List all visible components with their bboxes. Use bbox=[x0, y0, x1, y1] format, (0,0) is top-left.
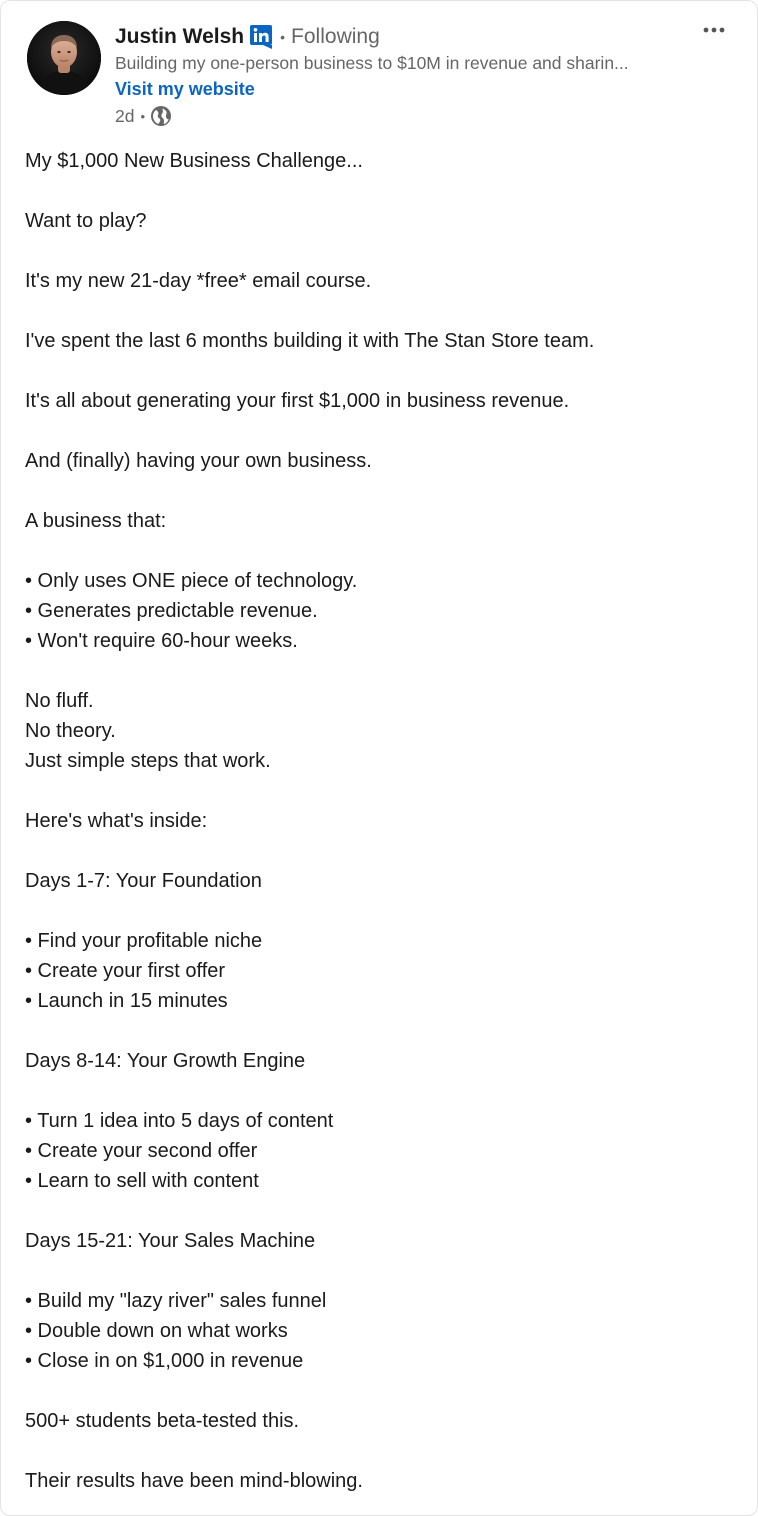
text-line: Days 15-21: Your Sales Machine bbox=[25, 1230, 316, 1252]
blank-line bbox=[25, 1256, 735, 1286]
blank-line bbox=[25, 296, 735, 326]
blank-line bbox=[25, 1196, 735, 1226]
blank-line bbox=[25, 1436, 735, 1466]
blank-line bbox=[25, 536, 735, 566]
bullet-line: • Only uses ONE piece of technology. bbox=[25, 570, 358, 592]
bullet-line: • Launch in 15 minutes bbox=[25, 990, 228, 1012]
bullet-line: • Close in on $1,000 in revenue bbox=[25, 1350, 304, 1372]
bullet-line: • Create your first offer bbox=[25, 960, 226, 982]
text-line: No fluff. bbox=[25, 690, 94, 712]
text-line: I've spent the last 6 months building it with The Stan Store team. bbox=[25, 330, 595, 352]
author-headline: Building my one-person business to $10M in revenue and sharin... bbox=[115, 53, 629, 73]
separator-dot: • bbox=[280, 29, 286, 45]
bullet-line: • Won't require 60-hour weeks. bbox=[25, 630, 298, 652]
text-line: Here's what's inside: bbox=[25, 810, 208, 832]
bullet-line: • Find your profitable niche bbox=[25, 930, 263, 952]
post-meta bbox=[115, 105, 172, 127]
blank-line bbox=[25, 416, 735, 446]
author-avatar[interactable] bbox=[27, 21, 101, 95]
text-line: It's all about generating your first $1,000 in business revenue. bbox=[25, 390, 570, 412]
blank-line bbox=[25, 476, 735, 506]
more-options-icon bbox=[703, 27, 725, 33]
blank-line bbox=[25, 1016, 735, 1046]
post-text bbox=[25, 146, 735, 1496]
text-line: Just simple steps that work. bbox=[25, 750, 271, 772]
text-line: Want to play? bbox=[25, 210, 147, 232]
visit-website-link[interactable]: Visit my website bbox=[115, 79, 255, 99]
blank-line bbox=[25, 176, 735, 206]
text-line: Days 1-7: Your Foundation bbox=[25, 870, 262, 892]
blank-line bbox=[25, 356, 735, 386]
bullet-line: • Build my "lazy river" sales funnel bbox=[25, 1290, 327, 1312]
linkedin-icon bbox=[250, 25, 272, 49]
text-line: Days 8-14: Your Growth Engine bbox=[25, 1050, 306, 1072]
meta-separator: • bbox=[140, 108, 146, 124]
follow-status[interactable]: Following bbox=[291, 25, 380, 48]
bullet-line: • Learn to sell with content bbox=[25, 1170, 259, 1192]
blank-line bbox=[25, 836, 735, 866]
text-line: It's my new 21-day *free* email course. bbox=[25, 270, 372, 292]
bullet-line: • Double down on what works bbox=[25, 1320, 288, 1342]
text-line: A business that: bbox=[25, 510, 167, 532]
blank-line bbox=[25, 776, 735, 806]
bullet-line: • Turn 1 idea into 5 days of content bbox=[25, 1110, 334, 1132]
text-line: 500+ students beta-tested this. bbox=[25, 1410, 300, 1432]
author-name[interactable]: Justin Welsh bbox=[115, 25, 245, 48]
text-line: Their results have been mind-blowing. bbox=[25, 1470, 363, 1492]
text-line: No theory. bbox=[25, 720, 116, 742]
post-timestamp[interactable]: 2d bbox=[115, 105, 135, 126]
blank-line bbox=[25, 896, 735, 926]
text-line: And (finally) having your own business. bbox=[25, 450, 372, 472]
avatar-photo bbox=[27, 21, 101, 95]
author-line bbox=[115, 23, 380, 51]
blank-line bbox=[25, 1376, 735, 1406]
globe-icon bbox=[150, 105, 172, 127]
bullet-line: • Generates predictable revenue. bbox=[25, 600, 318, 622]
bullet-line: • Create your second offer bbox=[25, 1140, 258, 1162]
blank-line bbox=[25, 1076, 735, 1106]
blank-line bbox=[25, 236, 735, 266]
blank-line bbox=[25, 656, 735, 686]
post-header bbox=[1, 1, 757, 141]
text-line: My $1,000 New Business Challenge... bbox=[25, 150, 363, 172]
more-options-button[interactable] bbox=[701, 17, 727, 43]
